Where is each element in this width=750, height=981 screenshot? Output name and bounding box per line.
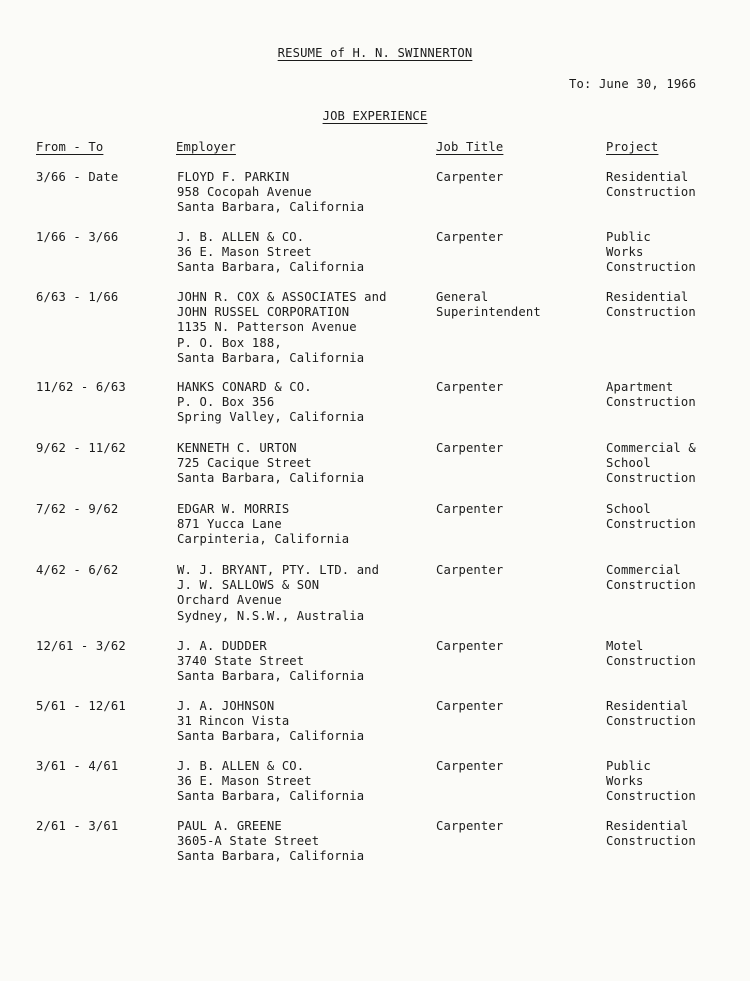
entry-project-line: Commercial & [606, 441, 696, 455]
entry-employer-line: KENNETH C. URTON [177, 441, 297, 455]
entry-employer-line: FLOYD F. PARKIN [177, 170, 290, 184]
document-title [0, 46, 750, 61]
entry-employer-line: Santa Barbara, California [177, 669, 365, 684]
entry-employer-line: EDGAR W. MORRIS [177, 502, 290, 516]
entry-employer-line: J. B. ALLEN & CO. [177, 759, 305, 773]
entry-project-line: Commercial [606, 563, 681, 577]
column-header-job-title: Job Title [436, 140, 504, 154]
entry-project [606, 290, 696, 320]
entry-employer [177, 290, 387, 366]
entry-project-line: Residential [606, 170, 689, 184]
entry-employer-line: Spring Valley, California [177, 410, 365, 425]
entry-employer-line: JOHN R. COX & ASSOCIATES and [177, 290, 387, 304]
entry-dates: 12/61 - 3/62 [36, 639, 126, 653]
entry-employer-line: Santa Barbara, California [177, 471, 365, 486]
entry-employer-line: 31 Rincon Vista [177, 714, 290, 729]
entry-employer-line: 871 Yucca Lane [177, 517, 282, 532]
entry-employer-line: W. J. BRYANT, PTY. LTD. and [177, 563, 380, 577]
entry-job-title [436, 441, 503, 456]
entry-project-line: School [606, 456, 651, 471]
entry-employer-line: Santa Barbara, California [177, 260, 365, 275]
entry-project-line: Construction [606, 185, 696, 200]
entry-job-title-line: Carpenter [436, 170, 504, 184]
entry-project [606, 639, 696, 669]
entry-job-title-line: Carpenter [436, 699, 504, 713]
entry-project-line: Residential [606, 290, 689, 304]
entry-employer-line: Santa Barbara, California [177, 789, 365, 804]
entry-employer-line: 36 E. Mason Street [177, 774, 312, 789]
entry-dates: 5/61 - 12/61 [36, 699, 126, 713]
entry-project-line: School [606, 502, 651, 516]
entry-project [606, 819, 696, 849]
entry-employer-line: 958 Cocopah Avenue [177, 185, 312, 200]
entry-project-line: Construction [606, 395, 696, 410]
entry-dates: 11/62 - 6/63 [36, 380, 126, 394]
entry-job-title-line: Carpenter [436, 230, 504, 244]
column-header-from-to: From - To [36, 140, 104, 154]
entry-employer-line: Santa Barbara, California [177, 350, 365, 365]
entry-job-title [436, 563, 503, 578]
entry-employer [177, 563, 379, 624]
entry-dates: 4/62 - 6/62 [36, 563, 119, 577]
entry-project-line: Construction [606, 714, 696, 729]
entry-employer-line: JOHN RUSSEL CORPORATION [177, 305, 350, 320]
entry-job-title-line: Carpenter [436, 380, 504, 394]
entry-dates: 1/66 - 3/66 [36, 230, 119, 244]
entry-project [606, 759, 696, 805]
entry-project [606, 441, 696, 487]
entry-project-line: Construction [606, 517, 696, 532]
document-title-text: RESUME of H. N. SWINNERTON [277, 46, 473, 60]
entry-project [606, 699, 696, 729]
section-title [0, 109, 750, 124]
entry-employer [177, 759, 364, 805]
entry-employer-line: Santa Barbara, California [177, 200, 365, 215]
entry-employer-line: J. B. ALLEN & CO. [177, 230, 305, 244]
entry-job-title-line: Superintendent [436, 305, 541, 320]
entry-employer-line: J. A. DUDDER [177, 639, 267, 653]
entry-project [606, 502, 696, 532]
column-header-project: Project [606, 140, 659, 154]
entry-job-title [436, 639, 503, 654]
entry-employer-line: HANKS CONARD & CO. [177, 380, 312, 394]
entry-project-line: Public [606, 759, 651, 773]
entry-dates: 3/61 - 4/61 [36, 759, 119, 773]
entry-employer [177, 230, 364, 276]
entry-project-line: Residential [606, 819, 689, 833]
entry-project-line: Public [606, 230, 651, 244]
entry-dates: 7/62 - 9/62 [36, 502, 119, 516]
entry-project [606, 170, 696, 200]
entry-project-line: Construction [606, 305, 696, 320]
entry-employer [177, 380, 364, 426]
entry-employer-line: Santa Barbara, California [177, 849, 365, 864]
entry-employer-line: Orchard Avenue [177, 593, 282, 608]
entry-employer-line: Sydney, N.S.W., Australia [177, 608, 365, 623]
entry-dates: 3/66 - Date [36, 170, 119, 184]
entry-employer [177, 502, 349, 548]
entry-employer-line: 36 E. Mason Street [177, 245, 312, 260]
entry-project-line: Construction [606, 834, 696, 849]
entry-project-line: Construction [606, 471, 696, 486]
entry-job-title-line: Carpenter [436, 441, 504, 455]
entry-employer-line: PAUL A. GREENE [177, 819, 282, 833]
entry-job-title-line: General [436, 290, 489, 304]
entry-project-line: Apartment [606, 380, 674, 394]
entry-project-line: Works [606, 245, 644, 260]
entry-employer-line: 3605-A State Street [177, 834, 320, 849]
entry-project-line: Construction [606, 789, 696, 804]
column-header-employer: Employer [176, 140, 236, 154]
entry-employer-line: 3740 State Street [177, 654, 305, 669]
entry-employer [177, 699, 364, 745]
entry-project-line: Construction [606, 578, 696, 593]
entry-project-line: Motel [606, 639, 644, 653]
entry-dates: 6/63 - 1/66 [36, 290, 119, 304]
section-title-text: JOB EXPERIENCE [322, 109, 428, 123]
entry-job-title [436, 290, 541, 320]
entry-dates: 9/62 - 11/62 [36, 441, 126, 455]
entry-job-title-line: Carpenter [436, 819, 504, 833]
entry-job-title [436, 170, 503, 185]
date-line: To: June 30, 1966 [569, 77, 697, 91]
entry-employer-line: 725 Cacique Street [177, 456, 312, 471]
entry-employer-line: J. A. JOHNSON [177, 699, 275, 713]
entry-project [606, 563, 696, 593]
entry-job-title-line: Carpenter [436, 759, 504, 773]
entry-job-title [436, 380, 503, 395]
entry-job-title [436, 502, 503, 517]
entry-job-title-line: Carpenter [436, 563, 504, 577]
entry-job-title-line: Carpenter [436, 639, 504, 653]
entry-project-line: Construction [606, 654, 696, 669]
entry-project-line: Construction [606, 260, 696, 275]
entry-employer [177, 170, 364, 216]
entry-job-title [436, 759, 503, 774]
entry-employer [177, 441, 364, 487]
entry-project-line: Works [606, 774, 644, 789]
entry-project [606, 230, 696, 276]
entry-dates: 2/61 - 3/61 [36, 819, 119, 833]
entry-employer [177, 639, 364, 685]
entry-employer-line: P. O. Box 356 [177, 395, 275, 410]
entry-employer-line: 1135 N. Patterson Avenue [177, 320, 357, 335]
entry-job-title-line: Carpenter [436, 502, 504, 516]
entry-employer-line: Carpinteria, California [177, 532, 350, 547]
entry-job-title [436, 230, 503, 245]
entry-employer-line: P. O. Box 188, [177, 335, 282, 350]
entry-job-title [436, 819, 503, 834]
entry-employer [177, 819, 364, 865]
entry-project-line: Residential [606, 699, 689, 713]
entry-job-title [436, 699, 503, 714]
entry-project [606, 380, 696, 410]
entry-employer-line: J. W. SALLOWS & SON [177, 578, 320, 593]
entry-employer-line: Santa Barbara, California [177, 729, 365, 744]
